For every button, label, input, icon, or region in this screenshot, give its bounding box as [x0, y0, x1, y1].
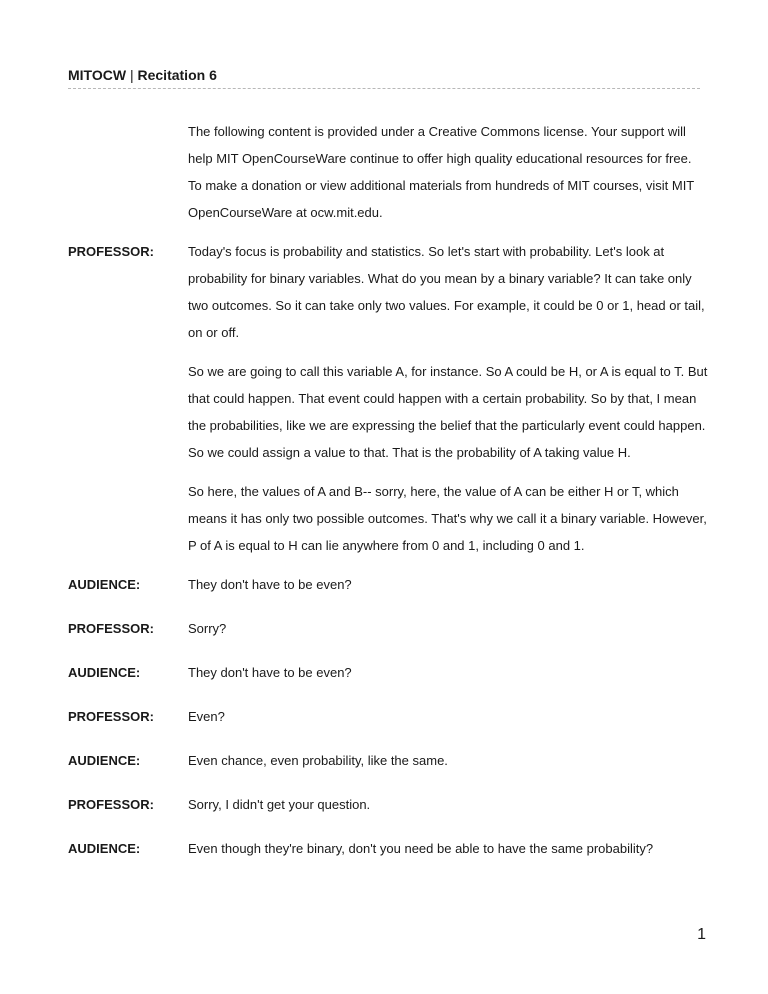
entry-content	[188, 791, 708, 818]
speaker-label: PROFESSOR:	[68, 797, 154, 812]
page-header	[68, 66, 700, 88]
header-divider	[68, 88, 700, 89]
transcript-entry	[68, 703, 708, 730]
entry-paragraph: They don't have to be even?	[188, 665, 352, 680]
transcript-intro-block	[68, 118, 708, 226]
entry-content	[188, 615, 708, 642]
entry-paragraph: So here, the values of A and B-- sorry, here, the value of A can be either H or T, which means it has only two possible outcomes. That's why we call it a binary variable. However, P of A is equal to H can lie anywhere from 0 and 1, including 0 and 1.	[188, 484, 707, 553]
entry-paragraph: Sorry, I didn't get your question.	[188, 797, 371, 812]
speaker-label: AUDIENCE:	[68, 665, 141, 680]
entry-content	[188, 703, 708, 730]
speaker-label: PROFESSOR:	[68, 621, 154, 636]
transcript	[68, 118, 708, 879]
entry-paragraph: They don't have to be even?	[188, 577, 352, 592]
transcript-entry	[68, 615, 708, 642]
entry-paragraph: Even chance, even probability, like the same.	[188, 753, 448, 768]
entry-content	[188, 747, 708, 774]
entry-paragraph: Even?	[188, 709, 225, 724]
header-separator: |	[126, 67, 138, 83]
entry-content	[188, 659, 708, 686]
transcript-entry	[68, 571, 708, 598]
transcript-entry	[68, 659, 708, 686]
header-title: Recitation 6	[137, 67, 217, 83]
intro-content	[188, 118, 708, 226]
transcript-entry	[68, 747, 708, 774]
intro-paragraph: The following content is provided under a Creative Commons license. Your support will help MIT OpenCourseWare continue to offer high quality educational resources for free. To make a donation or view additional materials from hundreds of MIT courses, visit MIT OpenCourseWare at ocw.mit.edu.	[188, 124, 695, 220]
transcript-entry	[68, 835, 708, 862]
speaker-label: PROFESSOR:	[68, 244, 154, 259]
speaker-label: AUDIENCE:	[68, 841, 141, 856]
entry-paragraph: Sorry?	[188, 621, 227, 636]
speaker-label-empty	[68, 118, 188, 226]
transcript-entry	[68, 791, 708, 818]
entry-content	[188, 238, 708, 559]
entry-content	[188, 835, 708, 862]
speaker-label: AUDIENCE:	[68, 753, 141, 768]
header-brand: MITOCW	[68, 67, 127, 83]
entry-content	[188, 571, 708, 598]
entry-paragraph: Today's focus is probability and statistics. So let's start with probability. Let's look at probability for binary variables. What do you mean by a binary variable? It can take only two outcomes. So it can take only two values. For example, it could be 0 or 1, head or tail, on or off.	[188, 244, 705, 340]
entry-paragraph: So we are going to call this variable A, for instance. So A could be H, or A is equal to T. But that could happen. That event could happen with a certain probability. So by that, I mean the probabilities, like we are expressing the belief that the particularly event could happen. So we could assign a value to that. That is the probability of A taking value H.	[188, 364, 708, 460]
page-number: 1	[697, 926, 706, 943]
speaker-label: PROFESSOR:	[68, 709, 154, 724]
entry-paragraph: Even though they're binary, don't you need be able to have the same probability?	[188, 841, 654, 856]
speaker-label: AUDIENCE:	[68, 577, 141, 592]
transcript-entry	[68, 238, 708, 559]
